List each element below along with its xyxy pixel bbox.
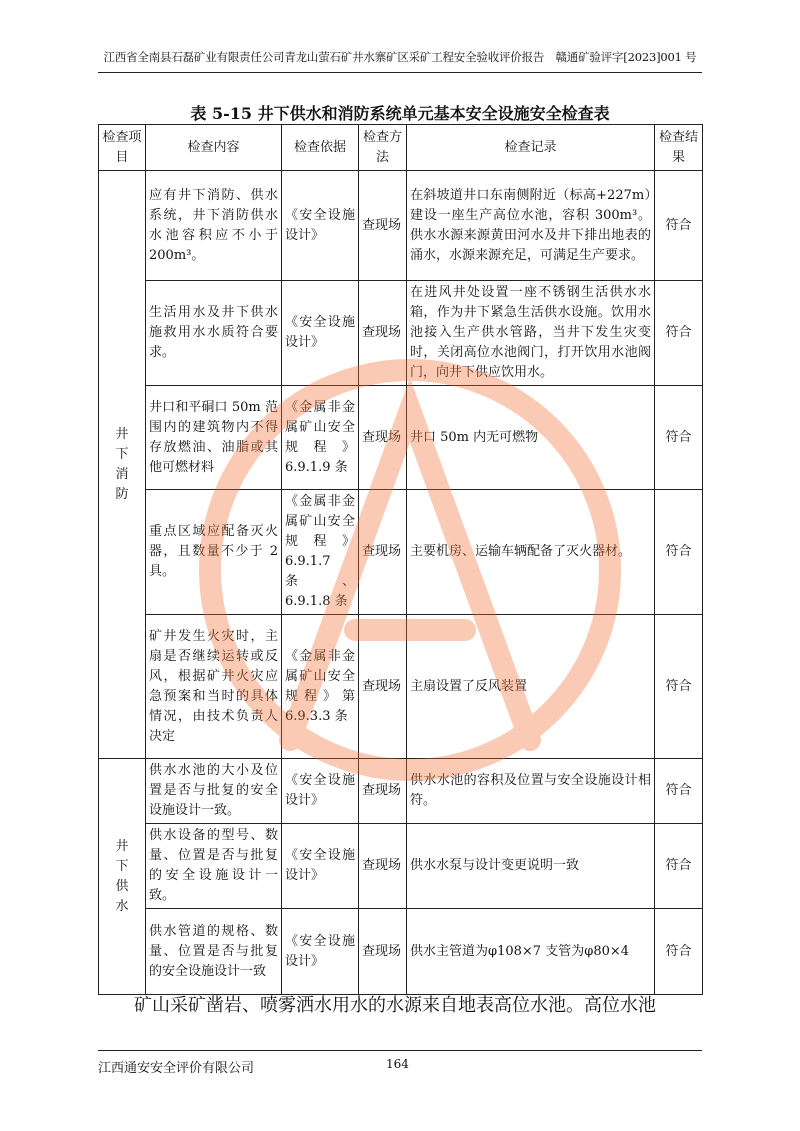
header-item: 检查项目 [99, 125, 146, 171]
check-content: 供水水池的大小及位置是否与批复的安全设施设计一致。 [146, 759, 282, 824]
check-record: 在进风井处设置一座不锈钢生活供水水箱，作为井下紧急生活供水设施。饮用水池接入生产供水管路，当井下发生灾变时，关闭高位水池阀门，打开饮用水池阀门，向井下供应饮用水。 [407, 281, 655, 386]
check-content: 应有井下消防、供水系统，井下消防供水水池容积应不小于 200m³。 [146, 171, 282, 281]
check-method: 查现场 [359, 759, 407, 824]
check-content: 生活用水及井下供水施救用水水质符合要求。 [146, 281, 282, 386]
check-record: 主要机房、运输车辆配备了灭火器材。 [407, 490, 655, 615]
check-record: 供水水池的容积及位置与安全设施设计相符。 [407, 759, 655, 824]
group-item-water: 井 下 供 水 [99, 759, 146, 995]
check-method: 查现场 [359, 909, 407, 995]
check-result: 符合 [655, 386, 703, 490]
table-header-row [99, 125, 703, 171]
table-row [99, 490, 703, 615]
check-content: 井口和平硐口 50m 范围内的建筑物内不得存放燃油、油脂或其他可燃材料 [146, 386, 282, 490]
table-row [99, 171, 703, 281]
table-title: 表 5-15 井下供水和消防系统单元基本安全设施安全检查表 [190, 104, 610, 123]
check-basis: 《金属非金属矿山安全规程》第 6.9.3.3 条 [282, 615, 359, 759]
footer-company: 江西通安安全评价有限公司 [98, 1061, 255, 1076]
check-basis: 《金属非金属矿山安全规程》6.9.1.7 条、6.9.1.8 条 [282, 490, 359, 615]
check-record: 井口 50m 内无可燃物 [407, 386, 655, 490]
check-basis: 《安全设施设计》 [282, 824, 359, 909]
check-content: 矿井发生火灾时，主扇是否继续运转或反风，根据矿井火灾应急预案和当时的具体情况，由技术负责人决定 [146, 615, 282, 759]
check-result: 符合 [655, 490, 703, 615]
table-row [99, 759, 703, 824]
check-basis: 《安全设施设计》 [282, 281, 359, 386]
safety-check-table [98, 124, 703, 995]
check-content: 重点区域应配备灭火器，且数量不少于 2 具。 [146, 490, 282, 615]
check-basis: 《安全设施设计》 [282, 759, 359, 824]
check-record: 供水水泵与设计变更说明一致 [407, 824, 655, 909]
check-result: 符合 [655, 759, 703, 824]
check-result: 符合 [655, 615, 703, 759]
table-row [99, 615, 703, 759]
page-header: 江西省全南县石磊矿业有限责任公司青龙山萤石矿井水寨矿区采矿工程安全验收评价报告 赣通矿验评字[2023]001 号 [103, 50, 697, 64]
check-basis: 《安全设施设计》 [282, 171, 359, 281]
check-method: 查现场 [359, 824, 407, 909]
check-result: 符合 [655, 281, 703, 386]
check-record: 供水主管道为φ108×7 支管为φ80×4 [407, 909, 655, 995]
table-row [99, 386, 703, 490]
check-method: 查现场 [359, 171, 407, 281]
check-basis: 《安全设施设计》 [282, 909, 359, 995]
header-result: 检查结果 [655, 125, 703, 171]
check-basis: 《金属非金属矿山安全规程》6.9.1.9 条 [282, 386, 359, 490]
check-record: 在斜坡道井口东南侧附近（标高+227m）建设一座生产高位水池，容积 300m³。供水水源来源黄田河水及井下排出地表的涌水，水源来源充足，可满足生产要求。 [407, 171, 655, 281]
check-method: 查现场 [359, 615, 407, 759]
header-record: 检查记录 [407, 125, 655, 171]
check-content: 供水管道的规格、数量、位置是否与批复的安全设施设计一致 [146, 909, 282, 995]
check-content: 供水设备的型号、数量、位置是否与批复的安全设施设计一致。 [146, 824, 282, 909]
check-result: 符合 [655, 909, 703, 995]
check-result: 符合 [655, 171, 703, 281]
page-number: 164 [386, 1057, 409, 1071]
check-record: 主扇设置了反风装置 [407, 615, 655, 759]
check-result: 符合 [655, 824, 703, 909]
check-method: 查现场 [359, 490, 407, 615]
header-method: 检查方法 [359, 125, 407, 171]
table-row [99, 909, 703, 995]
group-item-fire: 井 下 消 防 [99, 171, 146, 759]
check-method: 查现场 [359, 281, 407, 386]
body-paragraph: 矿山采矿凿岩、喷雾洒水用水的水源来自地表高位水池。高位水池 [134, 995, 656, 1016]
table-row [99, 824, 703, 909]
header-basis: 检查依据 [282, 125, 359, 171]
footer-rule [98, 1050, 702, 1051]
table-row [99, 281, 703, 386]
header-rule [98, 72, 702, 73]
check-method: 查现场 [359, 386, 407, 490]
header-content: 检查内容 [146, 125, 282, 171]
